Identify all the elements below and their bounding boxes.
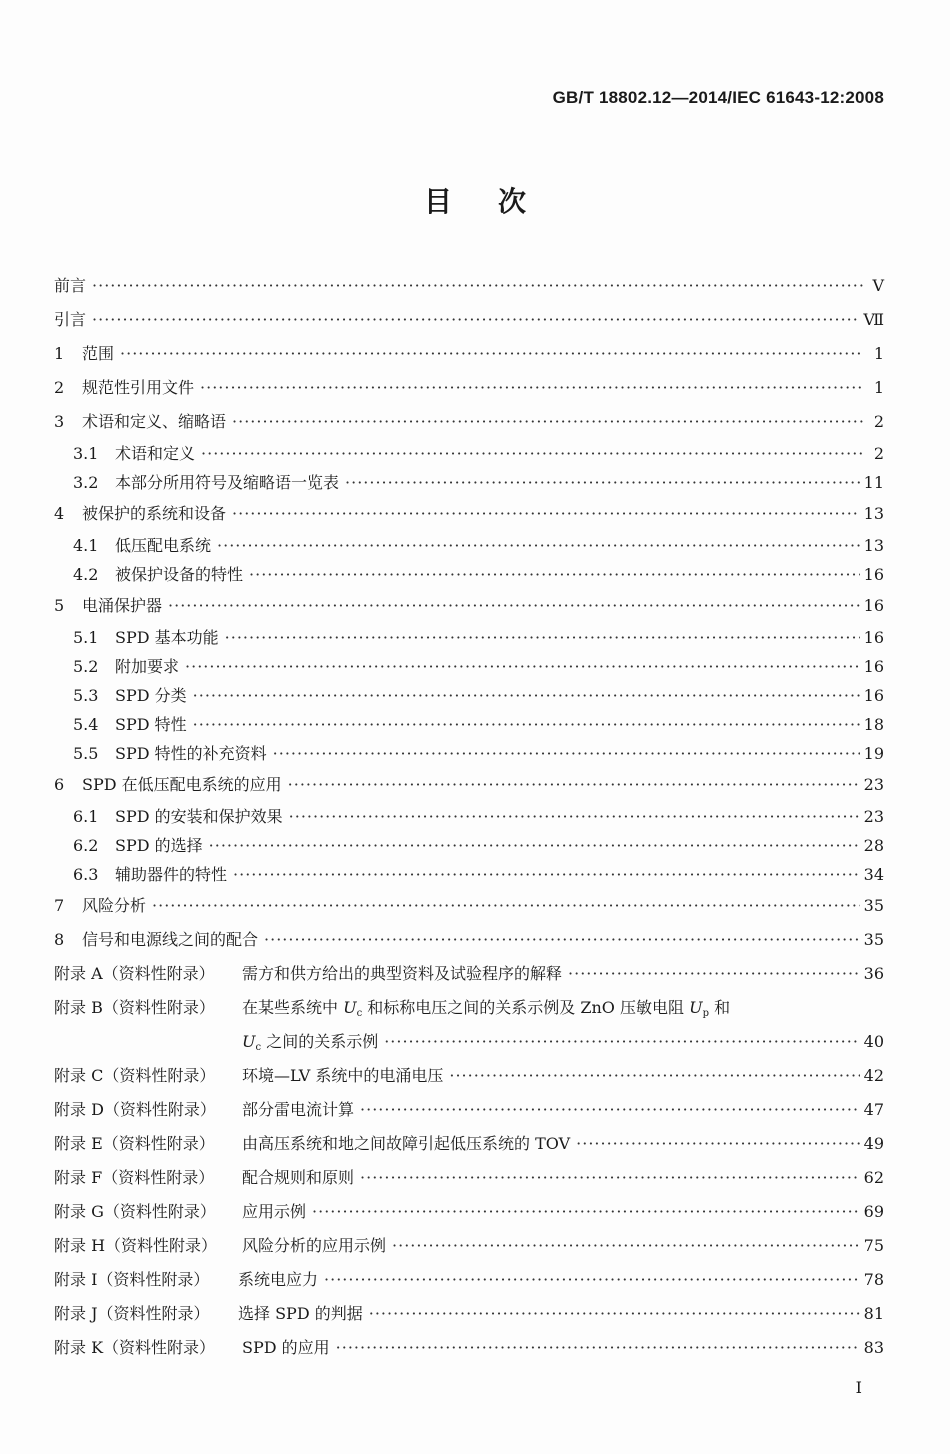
toc-entry-foreword[interactable] <box>54 269 884 303</box>
toc-entry-title: 电涌保护器 <box>82 596 163 615</box>
toc-entry-6-1[interactable] <box>54 802 884 831</box>
annex-label: 附录 F（资料性附录） <box>54 1168 215 1187</box>
toc-entry-page: 1 <box>873 378 884 397</box>
symbol-subscript: c <box>255 1042 262 1053</box>
toc-entry-title: SPD 在低压配电系统的应用 <box>82 775 282 794</box>
toc-entry-page: 19 <box>863 744 884 763</box>
toc-entry-page: 36 <box>863 964 884 983</box>
leader-dots <box>225 623 860 652</box>
toc-entry-3[interactable] <box>54 405 884 439</box>
toc-entry-number: 4 <box>54 504 65 523</box>
toc-entry-3-2[interactable] <box>54 468 884 497</box>
toc-entry-page: 11 <box>863 473 884 492</box>
toc-entry-title: 配合规则和原则 <box>242 1168 355 1187</box>
toc-entry-title: 部分雷电流计算 <box>242 1100 355 1119</box>
toc-entry-annex-f[interactable] <box>54 1161 884 1195</box>
toc-entry-title: 风险分析的应用示例 <box>242 1236 387 1255</box>
annex-label: 附录 E（资料性附录） <box>54 1134 215 1153</box>
toc-entry-page: 16 <box>863 686 884 705</box>
toc-entry-title: 应用示例 <box>242 1202 307 1221</box>
leader-dots <box>288 768 860 802</box>
toc-entry-6-2[interactable] <box>54 831 884 860</box>
toc-entry-page: 75 <box>863 1236 884 1255</box>
annex-label: 附录 A（资料性附录） <box>54 964 215 983</box>
toc-entry-annex-g[interactable] <box>54 1195 884 1229</box>
toc-entry-page: 69 <box>863 1202 884 1221</box>
leader-dots <box>324 1263 860 1297</box>
toc-entry-number: 7 <box>54 896 65 915</box>
toc-entry-page: 2 <box>873 412 884 431</box>
toc-entry-number: 4.1 <box>73 536 99 555</box>
leader-dots <box>360 1093 860 1127</box>
toc-entry-number: 4.2 <box>73 565 99 584</box>
toc-entry-title: 风险分析 <box>82 896 147 915</box>
toc-entry-5[interactable] <box>54 589 884 623</box>
standard-number-header: GB/T 18802.12—2014/IEC 61643-12:2008 <box>552 88 884 107</box>
toc-heading: 目次 <box>423 185 572 218</box>
toc-entry-title: SPD 的选择 <box>115 836 203 855</box>
toc-entry-title: 需方和供方给出的典型资料及试验程序的解释 <box>242 964 563 983</box>
annex-label: 附录 G（资料性附录） <box>54 1202 216 1221</box>
leader-dots <box>185 652 860 681</box>
toc-entry-title: SPD 分类 <box>115 686 187 705</box>
symbol-u: U <box>689 998 703 1017</box>
leader-dots <box>168 589 860 623</box>
toc-entry-title: SPD 的应用 <box>242 1338 330 1357</box>
leader-dots <box>568 957 860 991</box>
toc-entry-page: 13 <box>863 536 884 555</box>
toc-entry-number: 6 <box>54 775 65 794</box>
toc-entry-5-5[interactable] <box>54 739 884 768</box>
toc-entry-number: 2 <box>54 378 65 397</box>
toc-entry-annex-b[interactable] <box>54 991 884 1025</box>
toc-entry-6-3[interactable] <box>54 860 884 889</box>
toc-entry-number: 1 <box>54 344 65 363</box>
title-text: 在某些系统中 <box>242 998 339 1017</box>
toc-entry-annex-e[interactable] <box>54 1127 884 1161</box>
leader-dots <box>92 303 859 337</box>
annex-label: 附录 K（资料性附录） <box>54 1338 216 1357</box>
toc-entry-page: 83 <box>863 1338 884 1357</box>
toc-entry-8[interactable] <box>54 923 884 957</box>
leader-dots <box>232 405 864 439</box>
toc-entry-number: 5.4 <box>73 715 99 734</box>
leader-dots <box>193 710 860 739</box>
toc-entry-title: 范围 <box>82 344 115 363</box>
toc-entry-6[interactable] <box>54 768 884 802</box>
toc-entry-page: Ⅴ <box>872 276 884 295</box>
toc-entry-title: SPD 的安装和保护效果 <box>115 807 283 826</box>
toc-entry-annex-i[interactable] <box>54 1263 884 1297</box>
toc-entry-page: 16 <box>863 657 884 676</box>
toc-entry-page: 13 <box>863 504 884 523</box>
leader-dots <box>217 531 860 560</box>
annex-label: 附录 D（资料性附录） <box>54 1100 216 1119</box>
toc-entry-title: 术语和定义、缩略语 <box>82 412 227 431</box>
toc-entry-number: 3.1 <box>73 444 99 463</box>
toc-entry-title: 辅助器件的特性 <box>115 865 228 884</box>
leader-dots <box>369 1297 860 1331</box>
toc-entry-4-1[interactable] <box>54 531 884 560</box>
toc-entry-page: 16 <box>863 596 884 615</box>
leader-dots <box>289 802 860 831</box>
leader-dots <box>392 1229 860 1263</box>
symbol-subscript: p <box>702 1008 709 1019</box>
toc-entry-title: 选择 SPD 的判据 <box>238 1304 363 1323</box>
leader-dots <box>312 1195 860 1229</box>
leader-dots <box>449 1059 859 1093</box>
title-text: 之间的关系示例 <box>266 1032 379 1051</box>
table-of-contents <box>54 269 884 1365</box>
toc-entry-5-3[interactable] <box>54 681 884 710</box>
toc-entry-number: 6.3 <box>73 865 99 884</box>
toc-entry-page: 42 <box>863 1066 884 1085</box>
toc-entry-number: 5.3 <box>73 686 99 705</box>
toc-entry-title: 被保护设备的特性 <box>115 565 244 584</box>
symbol-u: U <box>343 998 357 1017</box>
toc-entry-title: SPD 基本功能 <box>115 628 219 647</box>
toc-entry-page: 28 <box>863 836 884 855</box>
toc-entry-title: 本部分所用符号及缩略语一览表 <box>115 473 340 492</box>
leader-dots <box>92 269 864 303</box>
toc-entry-page: 47 <box>863 1100 884 1119</box>
toc-entry-page: 81 <box>863 1304 884 1323</box>
toc-entry-title: SPD 特性的补充资料 <box>115 744 267 763</box>
annex-label: 附录 B（资料性附录） <box>54 998 215 1017</box>
toc-entry-page: 35 <box>863 896 884 915</box>
toc-entry-title: 引言 <box>54 310 87 329</box>
toc-entry-title: 由高压系统和地之间故障引起低压系统的 TOV <box>242 1134 571 1153</box>
toc-entry-title: 被保护的系统和设备 <box>82 504 227 523</box>
leader-dots <box>249 560 860 589</box>
toc-entry-page: 35 <box>863 930 884 949</box>
toc-entry-4-2[interactable] <box>54 560 884 589</box>
toc-entry-annex-k[interactable] <box>54 1331 884 1365</box>
title-text: 和标称电压之间的关系示例及 ZnO 压敏电阻 <box>367 998 685 1017</box>
toc-entry-number: 5.2 <box>73 657 99 676</box>
toc-entry-title: 低压配电系统 <box>115 536 212 555</box>
toc-entry-annex-b-continued[interactable] <box>54 1025 884 1059</box>
toc-entry-title: 规范性引用文件 <box>82 378 195 397</box>
annex-label: 附录 C（资料性附录） <box>54 1066 216 1085</box>
toc-entry-page: 23 <box>863 807 884 826</box>
toc-entry-page: 49 <box>863 1134 884 1153</box>
toc-entry-page: Ⅶ <box>863 310 884 329</box>
toc-entry-page: 34 <box>863 865 884 884</box>
toc-entry-number: 5.1 <box>73 628 99 647</box>
toc-entry-page: 1 <box>873 344 884 363</box>
leader-dots <box>232 497 860 531</box>
leader-dots <box>360 1161 860 1195</box>
leader-dots <box>201 439 864 468</box>
toc-entry-number: 3 <box>54 412 65 431</box>
symbol-u: U <box>242 1032 256 1051</box>
toc-entry-title: 环境—LV 系统中的电涌电压 <box>242 1066 444 1085</box>
annex-label: 附录 J（资料性附录） <box>54 1304 210 1323</box>
toc-entry-4[interactable] <box>54 497 884 531</box>
toc-entry-number: 5.5 <box>73 744 99 763</box>
toc-entry-title: 信号和电源线之间的配合 <box>82 930 259 949</box>
toc-entry-annex-a[interactable] <box>54 957 884 991</box>
leader-dots <box>193 681 860 710</box>
toc-entry-5-4[interactable] <box>54 710 884 739</box>
leader-dots <box>209 831 860 860</box>
leader-dots <box>345 468 860 497</box>
annex-label: 附录 I（资料性附录） <box>54 1270 210 1289</box>
toc-entry-1[interactable] <box>54 337 884 371</box>
leader-dots <box>273 739 860 768</box>
toc-entry-page: 40 <box>863 1032 884 1051</box>
toc-entry-annex-c[interactable] <box>54 1059 884 1093</box>
leader-dots <box>120 337 864 371</box>
toc-entry-number: 5 <box>54 596 65 615</box>
toc-entry-introduction[interactable] <box>54 303 884 337</box>
toc-entry-2[interactable] <box>54 371 884 405</box>
toc-entry-5-2[interactable] <box>54 652 884 681</box>
toc-entry-number: 3.2 <box>73 473 99 492</box>
leader-dots <box>384 1025 859 1059</box>
annex-label: 附录 H（资料性附录） <box>54 1236 218 1255</box>
leader-dots <box>152 889 860 923</box>
toc-entry-page: 16 <box>863 628 884 647</box>
toc-entry-title: SPD 特性 <box>115 715 187 734</box>
title-text: 和 <box>714 998 731 1017</box>
toc-entry-number: 8 <box>54 930 65 949</box>
toc-entry-page: 2 <box>873 444 884 463</box>
toc-entry-3-1[interactable] <box>54 439 884 468</box>
leader-dots <box>264 923 860 957</box>
page-number: I <box>855 1378 862 1397</box>
toc-entry-annex-d[interactable] <box>54 1093 884 1127</box>
toc-entry-number: 6.1 <box>73 807 99 826</box>
toc-entry-page: 16 <box>863 565 884 584</box>
toc-entry-number: 6.2 <box>73 836 99 855</box>
toc-entry-title: 附加要求 <box>115 657 180 676</box>
leader-dots <box>576 1127 859 1161</box>
toc-entry-annex-h[interactable] <box>54 1229 884 1263</box>
toc-entry-title: 前言 <box>54 276 87 295</box>
toc-entry-page: 23 <box>863 775 884 794</box>
toc-entry-title: 术语和定义 <box>115 444 196 463</box>
leader-dots <box>233 860 860 889</box>
toc-entry-7[interactable] <box>54 889 884 923</box>
symbol-subscript: c <box>356 1008 363 1019</box>
toc-entry-page: 18 <box>863 715 884 734</box>
toc-entry-page: 62 <box>863 1168 884 1187</box>
toc-entry-5-1[interactable] <box>54 623 884 652</box>
toc-entry-title: 系统电应力 <box>238 1270 319 1289</box>
toc-entry-page: 78 <box>863 1270 884 1289</box>
leader-dots <box>200 371 864 405</box>
toc-entry-annex-j[interactable] <box>54 1297 884 1331</box>
leader-dots <box>336 1331 860 1365</box>
